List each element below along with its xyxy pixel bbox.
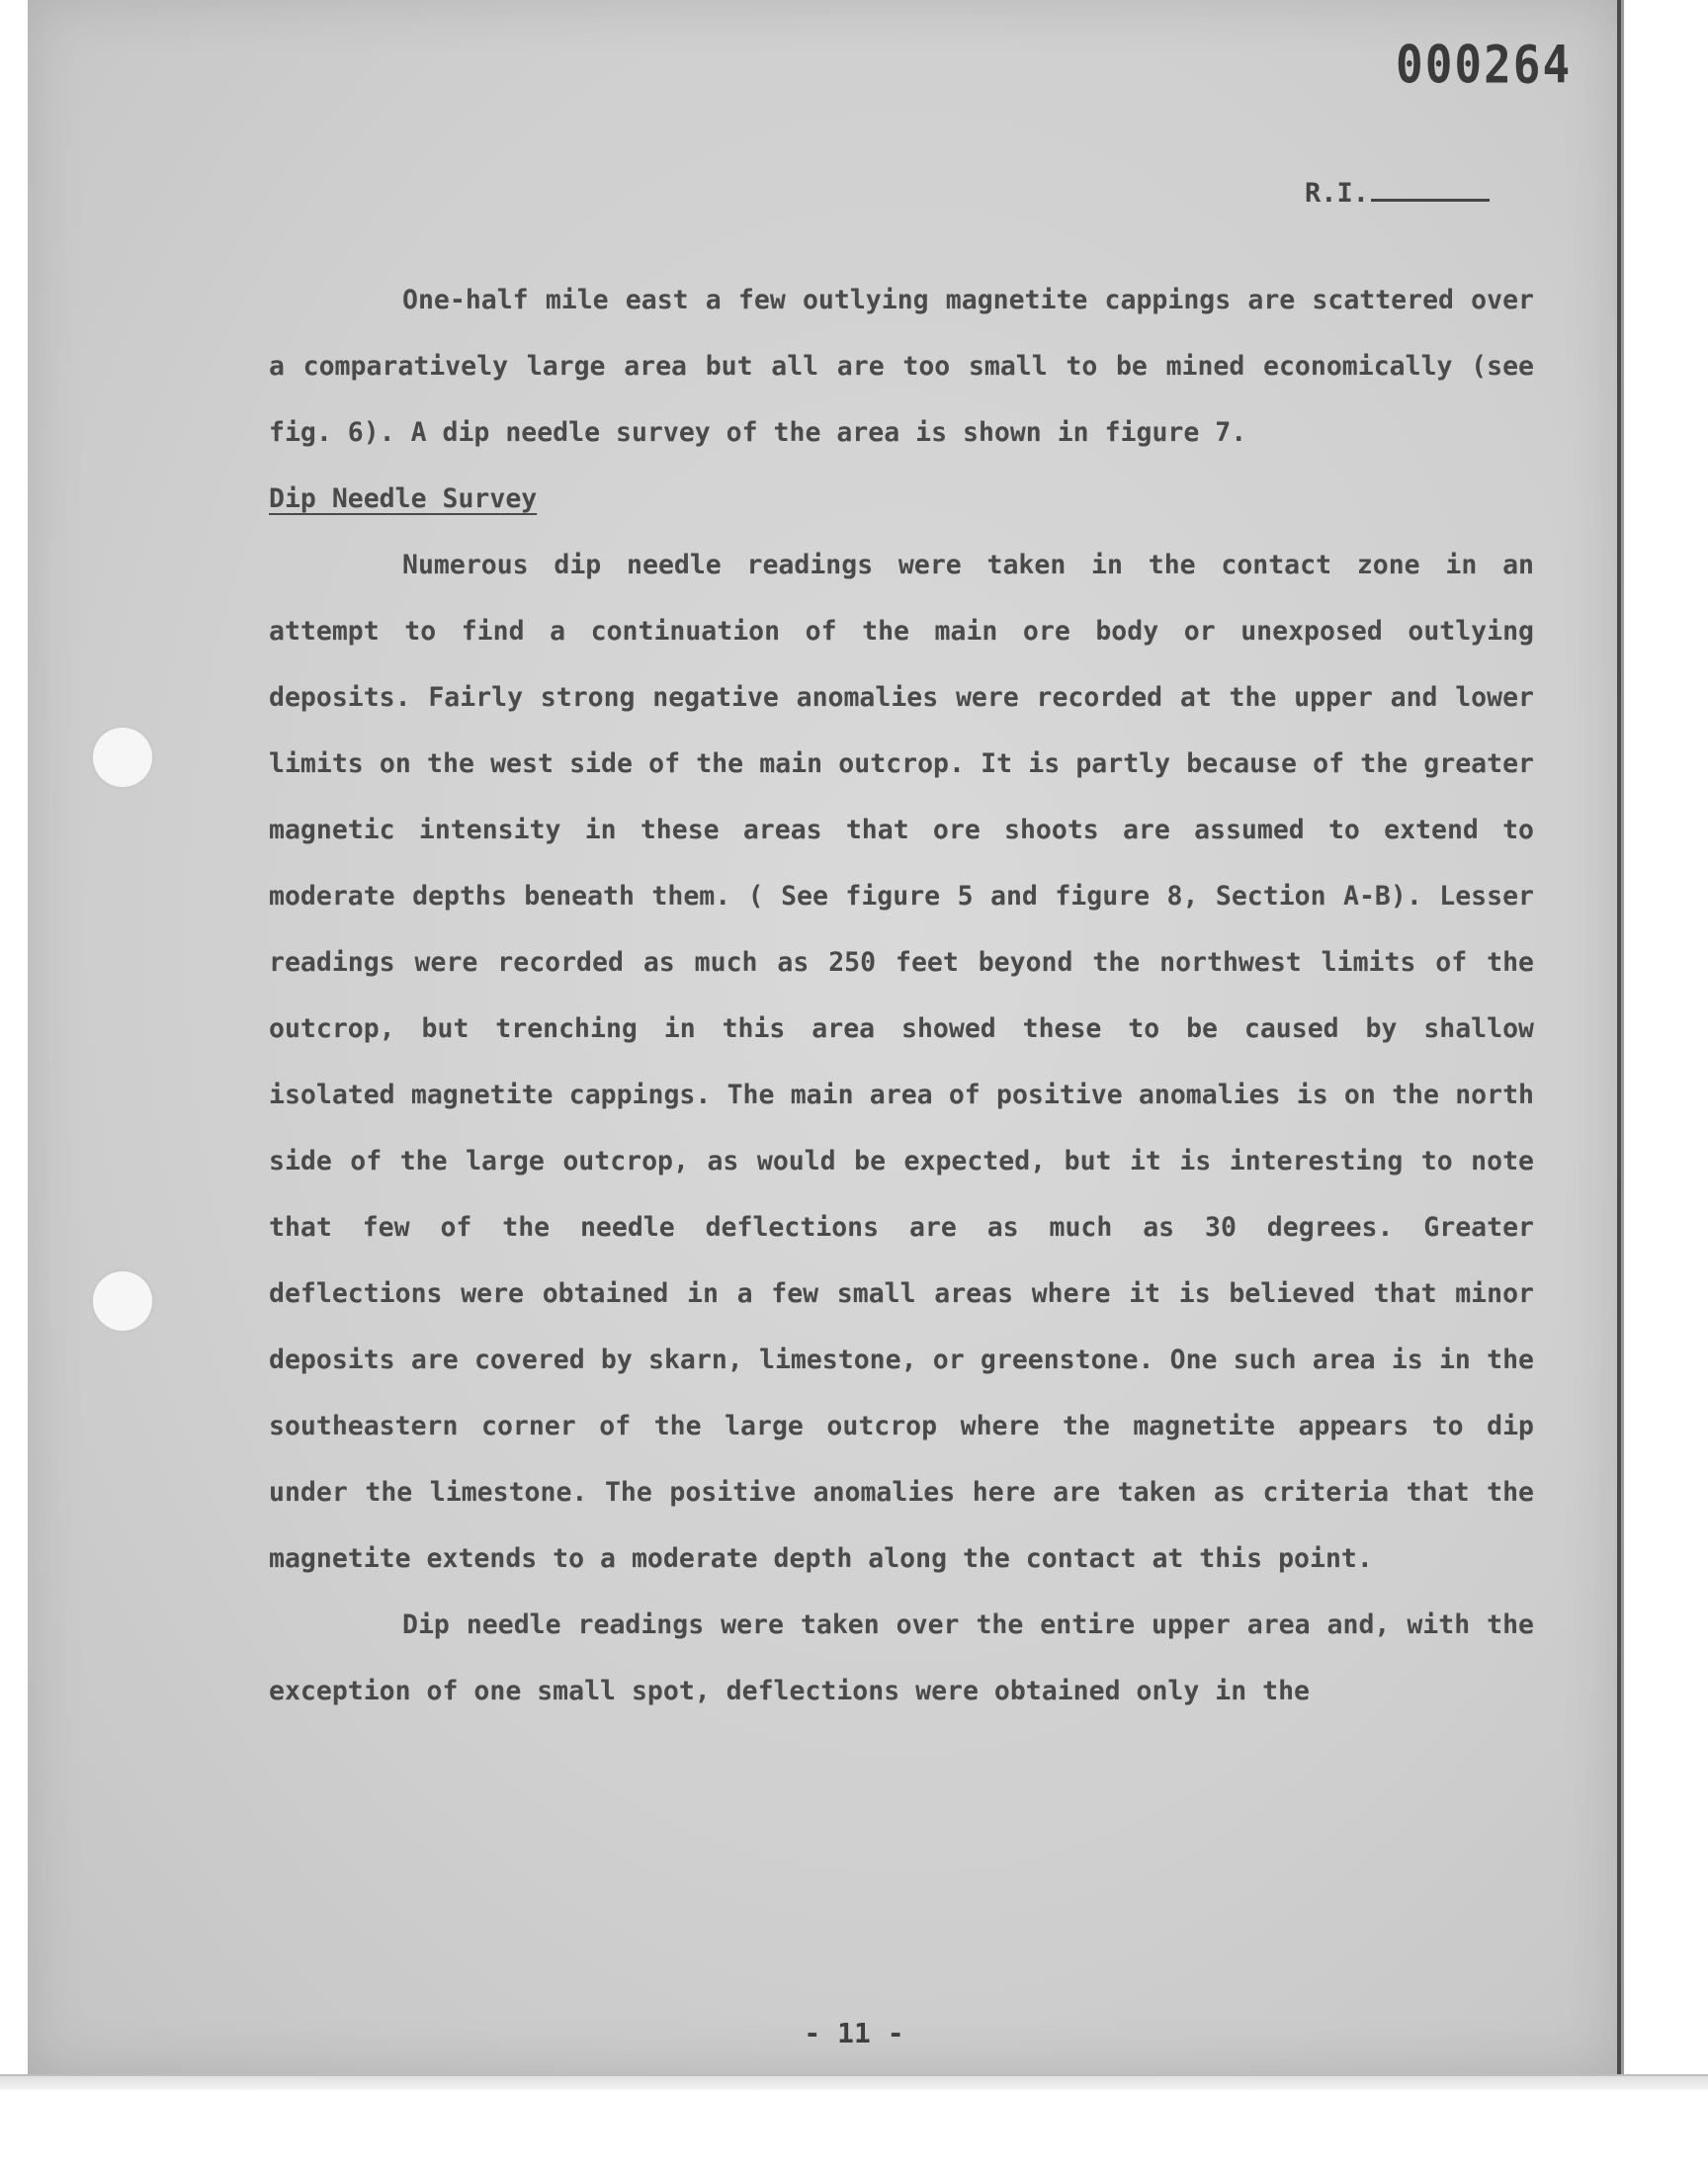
document-stamp-number: 000264 (1396, 33, 1573, 96)
body-text (269, 267, 1534, 1724)
punch-hole-lower (93, 1271, 152, 1331)
punch-hole-upper (93, 728, 152, 787)
ri-blank-line (1371, 199, 1490, 202)
page-number: - 11 - (804, 2017, 904, 2049)
paragraph-upper-area: Dip needle readings were taken over the entire upper area and, with the exception of one small spot, deflections were obtained only in the (269, 1610, 1534, 1706)
paragraph-outlying-cappings: One-half mile east a few outlying magnetite cappings are scattered over a comparatively large area but all are too small to be mined economically (see fig. 6). A dip needle survey of the area is shown in figure 7. (269, 285, 1534, 448)
page-edge-highlight (1621, 0, 1624, 2074)
paragraph-dip-needle-readings: Numerous dip needle readings were taken in the contact zone in an attempt to find a continuation of the main ore body or unexposed outlying deposits. Fairly strong negative anomalies were recorded at the upper and lower limits on the west side of the main outcrop. It is partly because of the greater magnetic intensity in these areas that ore shoots are assumed to extend to moderate depths beneath them. ( See figure 5 and figure 8, Section A-B). Lesser readings were recorded as much as 250 feet beyond the northwest limits of the outcrop, but trenching in this area showed these to be caused by shallow isolated magnetite cappings. The main area of positive anomalies is on the north side of the large outcrop, as would be expected, but it is interesting to note that few of the needle deflections are as much as 30 degrees. Greater deflections were obtained in a few small areas where it is believed that minor deposits are covered by skarn, limestone, or greenstone. One such area is in the southeastern corner of the large outcrop where the magnetite appears to dip under the limestone. The positive anomalies here are taken as criteria that the magnetite extends to a moderate depth along the contact at this point. (269, 550, 1534, 1574)
report-number-field (1305, 178, 1490, 209)
scanner-bottom-strip (0, 2074, 1708, 2090)
section-heading: Dip Needle Survey (269, 483, 538, 514)
ri-label: R.I. (1305, 178, 1370, 209)
